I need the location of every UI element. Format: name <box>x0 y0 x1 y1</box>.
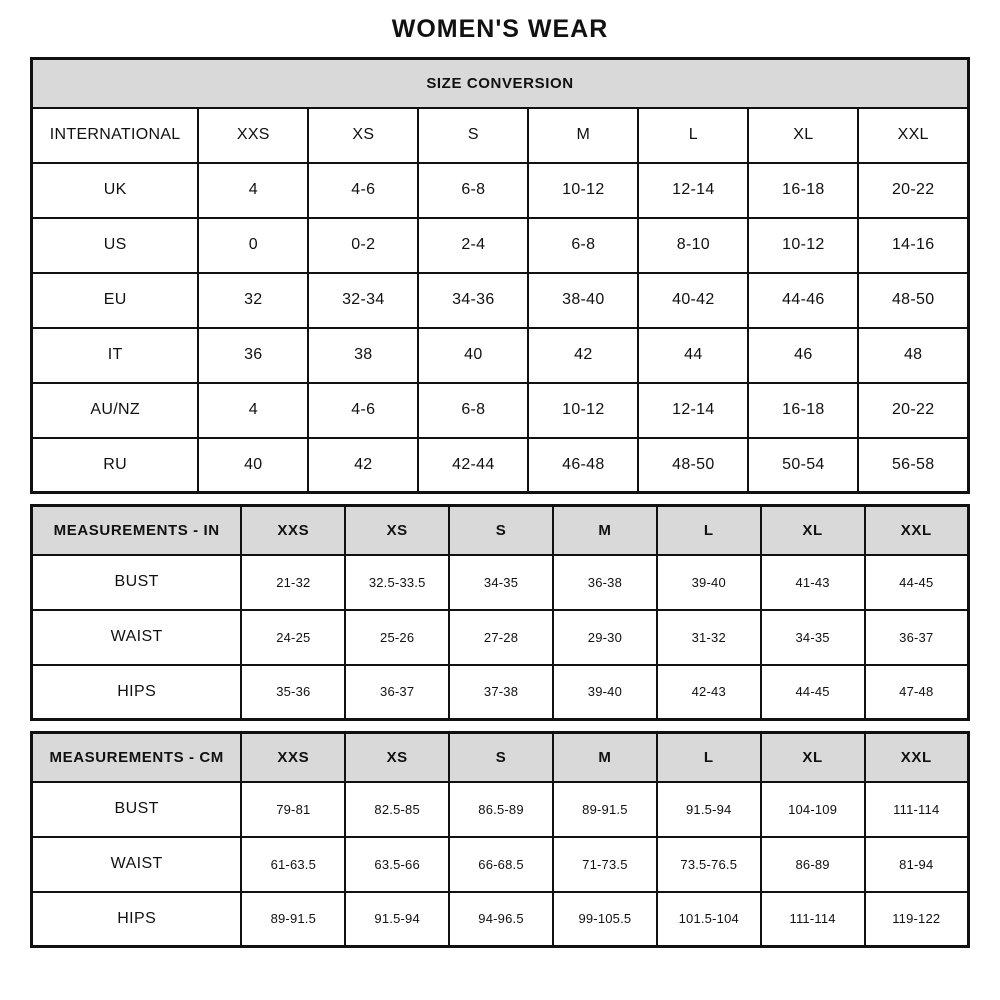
value-cell: 0-2 <box>308 218 418 273</box>
value-cell: 104-109 <box>761 782 865 837</box>
value-cell: 31-32 <box>657 610 761 665</box>
value-cell: 42 <box>528 328 638 383</box>
table-row <box>32 273 969 328</box>
value-cell: 4-6 <box>308 383 418 438</box>
measurements-cm-table <box>30 731 970 948</box>
value-cell: 111-114 <box>865 782 969 837</box>
value-cell: 44-45 <box>761 665 865 720</box>
size-conversion-column-row <box>32 108 969 163</box>
value-cell: 86-89 <box>761 837 865 892</box>
value-cell: 0 <box>198 218 308 273</box>
table-row <box>32 892 969 947</box>
value-cell: 50-54 <box>748 438 858 493</box>
row-label: RU <box>32 438 199 493</box>
value-cell: 20-22 <box>858 163 968 218</box>
value-cell: 27-28 <box>449 610 553 665</box>
value-cell: 24-25 <box>241 610 345 665</box>
column-header: INTERNATIONAL <box>32 108 199 163</box>
value-cell: 39-40 <box>657 555 761 610</box>
value-cell: 89-91.5 <box>553 782 657 837</box>
row-label: US <box>32 218 199 273</box>
value-cell: 44 <box>638 328 748 383</box>
size-conversion-header: SIZE CONVERSION <box>32 59 969 108</box>
value-cell: 4 <box>198 383 308 438</box>
column-header: XS <box>345 506 449 555</box>
value-cell: 32-34 <box>308 273 418 328</box>
value-cell: 4-6 <box>308 163 418 218</box>
measurements-cm-body <box>32 782 969 947</box>
value-cell: 48 <box>858 328 968 383</box>
value-cell: 12-14 <box>638 163 748 218</box>
row-label: BUST <box>32 555 242 610</box>
value-cell: 47-48 <box>865 665 969 720</box>
value-cell: 32.5-33.5 <box>345 555 449 610</box>
value-cell: 36-38 <box>553 555 657 610</box>
value-cell: 86.5-89 <box>449 782 553 837</box>
value-cell: 40-42 <box>638 273 748 328</box>
column-header: XL <box>761 733 865 782</box>
measurements-in-body <box>32 555 969 720</box>
row-label: HIPS <box>32 892 242 947</box>
column-header: XS <box>345 733 449 782</box>
table-row <box>32 383 969 438</box>
column-header: XL <box>748 108 858 163</box>
value-cell: 99-105.5 <box>553 892 657 947</box>
value-cell: 35-36 <box>241 665 345 720</box>
row-label: UK <box>32 163 199 218</box>
column-header: S <box>449 733 553 782</box>
column-header: XXL <box>865 733 969 782</box>
value-cell: 10-12 <box>528 163 638 218</box>
value-cell: 40 <box>418 328 528 383</box>
value-cell: 34-35 <box>449 555 553 610</box>
value-cell: 16-18 <box>748 163 858 218</box>
value-cell: 66-68.5 <box>449 837 553 892</box>
table-row <box>32 837 969 892</box>
value-cell: 63.5-66 <box>345 837 449 892</box>
value-cell: 48-50 <box>638 438 748 493</box>
size-conversion-table <box>30 57 970 494</box>
value-cell: 119-122 <box>865 892 969 947</box>
column-header: M <box>528 108 638 163</box>
value-cell: 2-4 <box>418 218 528 273</box>
value-cell: 34-36 <box>418 273 528 328</box>
row-label: BUST <box>32 782 242 837</box>
value-cell: 91.5-94 <box>657 782 761 837</box>
value-cell: 42-43 <box>657 665 761 720</box>
value-cell: 79-81 <box>241 782 345 837</box>
value-cell: 44-46 <box>748 273 858 328</box>
row-label: WAIST <box>32 610 242 665</box>
value-cell: 29-30 <box>553 610 657 665</box>
column-header: M <box>553 506 657 555</box>
row-label: AU/NZ <box>32 383 199 438</box>
column-header: XL <box>761 506 865 555</box>
value-cell: 38 <box>308 328 418 383</box>
value-cell: 20-22 <box>858 383 968 438</box>
value-cell: 38-40 <box>528 273 638 328</box>
row-label: WAIST <box>32 837 242 892</box>
column-header: XS <box>308 108 418 163</box>
value-cell: 16-18 <box>748 383 858 438</box>
value-cell: 101.5-104 <box>657 892 761 947</box>
column-header: S <box>418 108 528 163</box>
row-label: IT <box>32 328 199 383</box>
value-cell: 42-44 <box>418 438 528 493</box>
value-cell: 48-50 <box>858 273 968 328</box>
value-cell: 71-73.5 <box>553 837 657 892</box>
page-title: WOMEN'S WEAR <box>391 15 609 43</box>
value-cell: 32 <box>198 273 308 328</box>
value-cell: 10-12 <box>528 383 638 438</box>
size-conversion-band <box>32 59 969 108</box>
value-cell: 6-8 <box>418 383 528 438</box>
table-row <box>32 665 969 720</box>
column-header: XXS <box>198 108 308 163</box>
value-cell: 25-26 <box>345 610 449 665</box>
value-cell: 34-35 <box>761 610 865 665</box>
value-cell: 89-91.5 <box>241 892 345 947</box>
value-cell: 6-8 <box>528 218 638 273</box>
value-cell: 39-40 <box>553 665 657 720</box>
column-header: XXL <box>858 108 968 163</box>
table-row <box>32 438 969 493</box>
value-cell: 4 <box>198 163 308 218</box>
value-cell: 36-37 <box>345 665 449 720</box>
table-row <box>32 328 969 383</box>
column-header: S <box>449 506 553 555</box>
measurements-in-header: MEASUREMENTS - IN <box>32 506 242 555</box>
value-cell: 8-10 <box>638 218 748 273</box>
column-header: L <box>638 108 748 163</box>
size-conversion-body <box>32 163 969 493</box>
column-header: XXS <box>241 733 345 782</box>
column-header: M <box>553 733 657 782</box>
value-cell: 41-43 <box>761 555 865 610</box>
row-label: HIPS <box>32 665 242 720</box>
column-header: XXS <box>241 506 345 555</box>
measurements-in-header-row <box>32 506 969 555</box>
value-cell: 46 <box>748 328 858 383</box>
table-row <box>32 610 969 665</box>
table-row <box>32 218 969 273</box>
table-row <box>32 782 969 837</box>
table-row <box>32 163 969 218</box>
value-cell: 81-94 <box>865 837 969 892</box>
value-cell: 42 <box>308 438 418 493</box>
value-cell: 73.5-76.5 <box>657 837 761 892</box>
value-cell: 14-16 <box>858 218 968 273</box>
column-header: XXL <box>865 506 969 555</box>
value-cell: 21-32 <box>241 555 345 610</box>
value-cell: 6-8 <box>418 163 528 218</box>
column-header: L <box>657 506 761 555</box>
value-cell: 44-45 <box>865 555 969 610</box>
value-cell: 37-38 <box>449 665 553 720</box>
value-cell: 36-37 <box>865 610 969 665</box>
value-cell: 82.5-85 <box>345 782 449 837</box>
value-cell: 56-58 <box>858 438 968 493</box>
value-cell: 10-12 <box>748 218 858 273</box>
value-cell: 36 <box>198 328 308 383</box>
column-header: L <box>657 733 761 782</box>
value-cell: 46-48 <box>528 438 638 493</box>
row-label: EU <box>32 273 199 328</box>
measurements-in-table <box>30 504 970 721</box>
table-row <box>32 555 969 610</box>
value-cell: 61-63.5 <box>241 837 345 892</box>
value-cell: 91.5-94 <box>345 892 449 947</box>
value-cell: 40 <box>198 438 308 493</box>
value-cell: 111-114 <box>761 892 865 947</box>
value-cell: 12-14 <box>638 383 748 438</box>
measurements-cm-header: MEASUREMENTS - CM <box>32 733 242 782</box>
measurements-cm-header-row <box>32 733 969 782</box>
value-cell: 94-96.5 <box>449 892 553 947</box>
